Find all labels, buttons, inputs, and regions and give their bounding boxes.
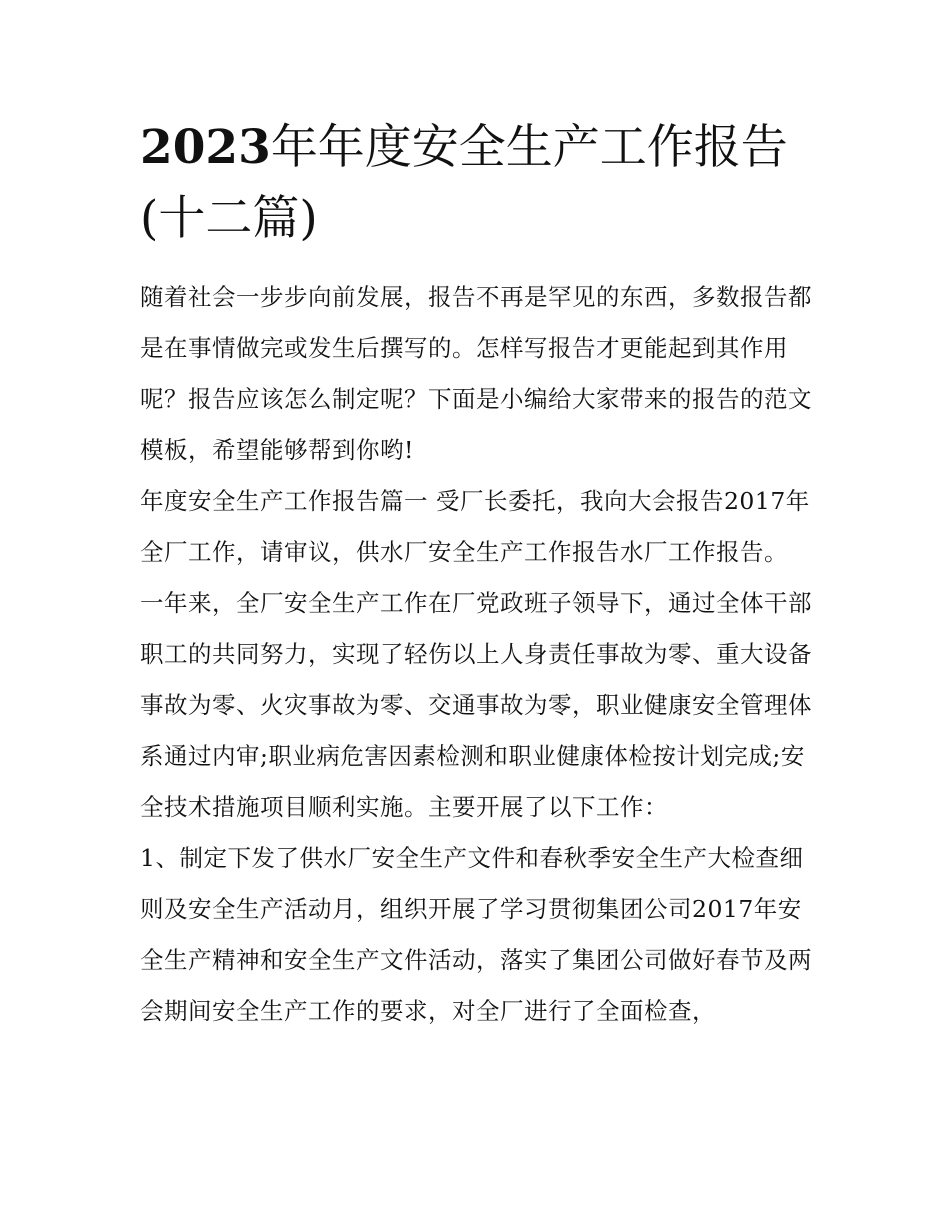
paragraph-item-one: 1、制定下发了供水厂安全生产文件和春秋季安全生产大检查细则及安全生产活动月，组织开展了学习贯彻集团公司2017年安全生产精神和安全生产文件活动，落实了集团公司做好春节及两会期间安全生产工作的要求，对全厂进行了全面检查，: [140, 844, 812, 1025]
title-year: 2023: [140, 120, 271, 175]
paragraph-intro: 随着社会一步步向前发展，报告不再是罕见的东西，多数报告都是在事情做完或发生后撰写的。怎样写报告才更能起到其作用呢？报告应该怎么制定呢？下面是小编给大家带来的报告的范文模板，希望能够帮到你哟!: [140, 283, 812, 464]
paragraph-section-one: 年度安全生产工作报告篇一 受厂长委托，我向大会报告2017年全厂工作，请审议，供水厂安全生产工作报告水厂工作报告。: [140, 487, 810, 566]
paragraph-summary: 一年来，全厂安全生产工作在厂党政班子领导下，通过全体干部职工的共同努力，实现了轻伤以上人身责任事故为零、重大设备事故为零、火灾事故为零、交通事故为零，职业健康安全管理体系通过内审;职业病危害因素检测和职业健康体检按计划完成;安全技术措施项目顺利实施。主要开展了以下工作：: [140, 589, 812, 821]
title-text: 年年度安全生产工作报告(十二篇): [140, 120, 788, 246]
document-body: [140, 112, 815, 1037]
document-title: [140, 112, 815, 254]
